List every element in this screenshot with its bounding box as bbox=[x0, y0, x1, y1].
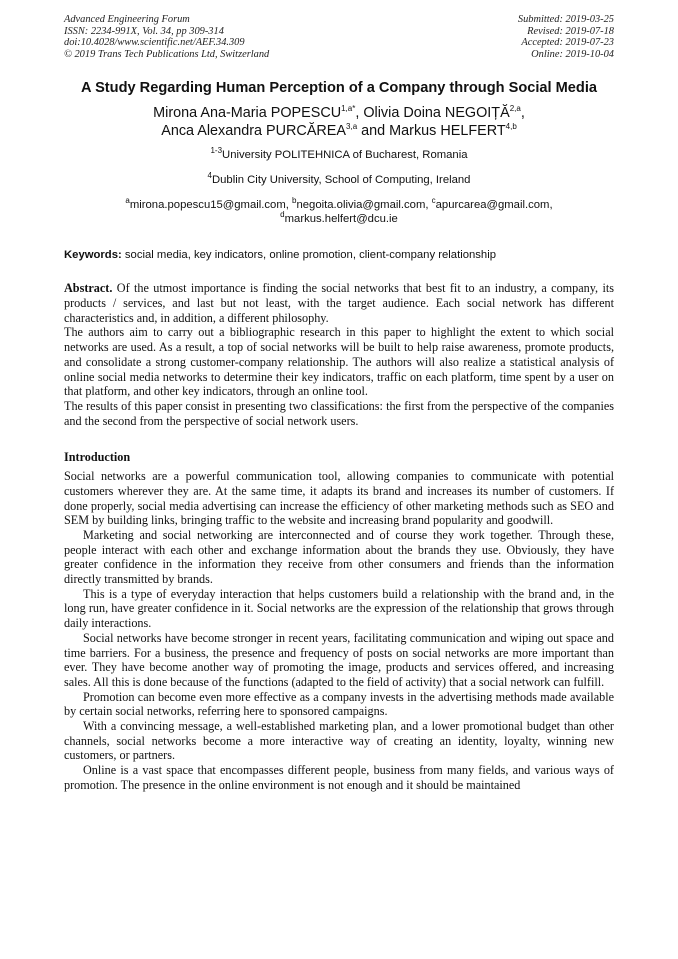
affiliation-mark: 1-3 bbox=[210, 146, 223, 156]
abstract-text: Of the utmost importance is finding the social networks that best fit to an industry, a company, its products / services, and last but not least, with the target audience. Each social network has different characteristics and, in addition, a different philosophy. bbox=[64, 281, 614, 325]
journal-info bbox=[64, 14, 269, 60]
keywords-text: social media, key indicators, online promotion, client-company relationship bbox=[121, 249, 497, 262]
abstract-label: Abstract. bbox=[64, 281, 113, 296]
author-affiliation-mark: 3,a bbox=[346, 122, 358, 132]
journal-doi: doi:10.4028/www.scientific.net/AEF.34.309 bbox=[64, 37, 245, 49]
author-name: Anca Alexandra PURCĂREA bbox=[161, 123, 347, 140]
author-separator: , bbox=[520, 105, 525, 122]
date-submitted: Submitted: 2019-03-25 bbox=[517, 14, 614, 25]
submission-dates bbox=[518, 14, 614, 60]
keywords bbox=[64, 248, 614, 262]
body-paragraph: Online is a vast space that encompasses different people, business from many fields, and various ways of promotion. The presence in the online environment is not enough and it should be maintained bbox=[64, 763, 614, 792]
author-name: Markus HELFERT bbox=[389, 123, 506, 140]
abstract-paragraph bbox=[64, 281, 614, 325]
author-name: Olivia Doina NEGOIȚĂ bbox=[363, 105, 510, 122]
affiliation-2 bbox=[64, 173, 614, 187]
abstract-paragraph: The results of this paper consist in presenting two classifications: the first from the perspective of the companies and the second from the perspective of social network users. bbox=[64, 399, 614, 428]
keywords-label: Keywords: bbox=[64, 249, 122, 262]
author-name: Mirona Ana-Maria POPESCU bbox=[153, 105, 342, 122]
email-mark: c bbox=[431, 196, 436, 206]
section-heading-introduction: Introduction bbox=[64, 450, 131, 465]
body-paragraph: This is a type of everyday interaction that helps customers build a relationship with the brand and, in the long run, have greater confidence in it. Social networks are the expression of the relationship that grows through daily interactions. bbox=[64, 586, 614, 631]
affiliation-mark: 4 bbox=[207, 171, 212, 181]
abstract-paragraph: The authors aim to carry out a bibliographic research in this paper to highlight the extent to which social networks are used. As a result, a top of social networks will be built to help raise awareness, promote products, and consolidate a strong customer-company relationship. The authors will also realize a statistical analysis of online social media networks to determine their key indicators, traffic on each platform, time spent by a user on that platform, and other key indicators, through an online tool. bbox=[64, 325, 614, 399]
affiliation-1 bbox=[64, 148, 614, 162]
journal-issn: ISSN: 2234-991X, Vol. 34, pp 309-314 bbox=[64, 25, 224, 37]
date-revised: Revised: 2019-07-18 bbox=[527, 25, 614, 37]
author-affiliation-mark: 4,b bbox=[505, 122, 517, 132]
journal-header bbox=[64, 14, 614, 60]
email-address: mirona.popescu15@gmail.com, bbox=[129, 199, 293, 212]
author-affiliation-mark: 1,a* bbox=[341, 104, 356, 114]
body-paragraph: Social networks have become stronger in recent years, facilitating communication and wiping out space and time barriers. For a business, the presence and frequency of posts on social networks are more important than ever. They have become another way of promoting the image, products and services offered, and increasing sales. All this is done because of the functions (adapted to the field of activity) that a social network can fulfill. bbox=[64, 630, 614, 689]
body-paragraph: Promotion can become even more effective as a company invests in the advertising methods made available by certain social networks, referring here to sponsored campaigns. bbox=[64, 689, 614, 719]
affiliation-text: Dublin City University, School of Computing, Ireland bbox=[211, 174, 471, 187]
journal-copyright: © 2019 Trans Tech Publications Ltd, Switzerland bbox=[64, 48, 270, 60]
journal-name: Advanced Engineering Forum bbox=[64, 14, 190, 25]
email-address: negoita.olivia@gmail.com, bbox=[296, 199, 432, 212]
body-paragraph: Social networks are a powerful communication tool, allowing companies to communicate with potential customers wherever they are. At the same time, it adapts its brand and increases its number of customers. If done properly, social media advertising can increase the efficiency of other marketing methods such as SEO and SEM by building links, bringing traffic to the website and increasing brand popularity and goodwill. bbox=[64, 469, 614, 528]
email-mark: b bbox=[292, 196, 297, 206]
paper-title: A Study Regarding Human Perception of a Company through Social Media bbox=[81, 80, 597, 97]
email-mark: d bbox=[280, 210, 285, 220]
email-mark: a bbox=[125, 196, 130, 206]
paper-page bbox=[64, 14, 614, 793]
body-paragraph: Marketing and social networking are interconnected and of course they work together. Through these, people interact with each other and exchange information about the brands they use. Obviously, they have greater confidence in the information they receive from other consumers and friends than the information directly transmitted by brands. bbox=[64, 527, 614, 587]
introduction-body bbox=[64, 469, 614, 792]
date-online: Online: 2019-10-04 bbox=[531, 48, 614, 60]
email-address: apurcarea@gmail.com, bbox=[435, 199, 553, 212]
author-list bbox=[64, 104, 614, 140]
author-emails bbox=[64, 198, 614, 226]
body-paragraph: With a convincing message, a well-established marketing plan, and a lower promotional budget than other channels, social networks become a more interactive way of creating an identity, loyalty, winning new customers, or partners. bbox=[64, 719, 614, 763]
date-accepted: Accepted: 2019-07-23 bbox=[521, 37, 614, 49]
author-separator: , bbox=[355, 105, 364, 122]
affiliation-text: University POLITEHNICA of Bucharest, Romania bbox=[222, 149, 468, 162]
abstract bbox=[64, 281, 614, 428]
author-separator: and bbox=[357, 123, 390, 140]
author-affiliation-mark: 2,a bbox=[509, 104, 521, 114]
email-address: markus.helfert@dcu.ie bbox=[284, 213, 398, 226]
